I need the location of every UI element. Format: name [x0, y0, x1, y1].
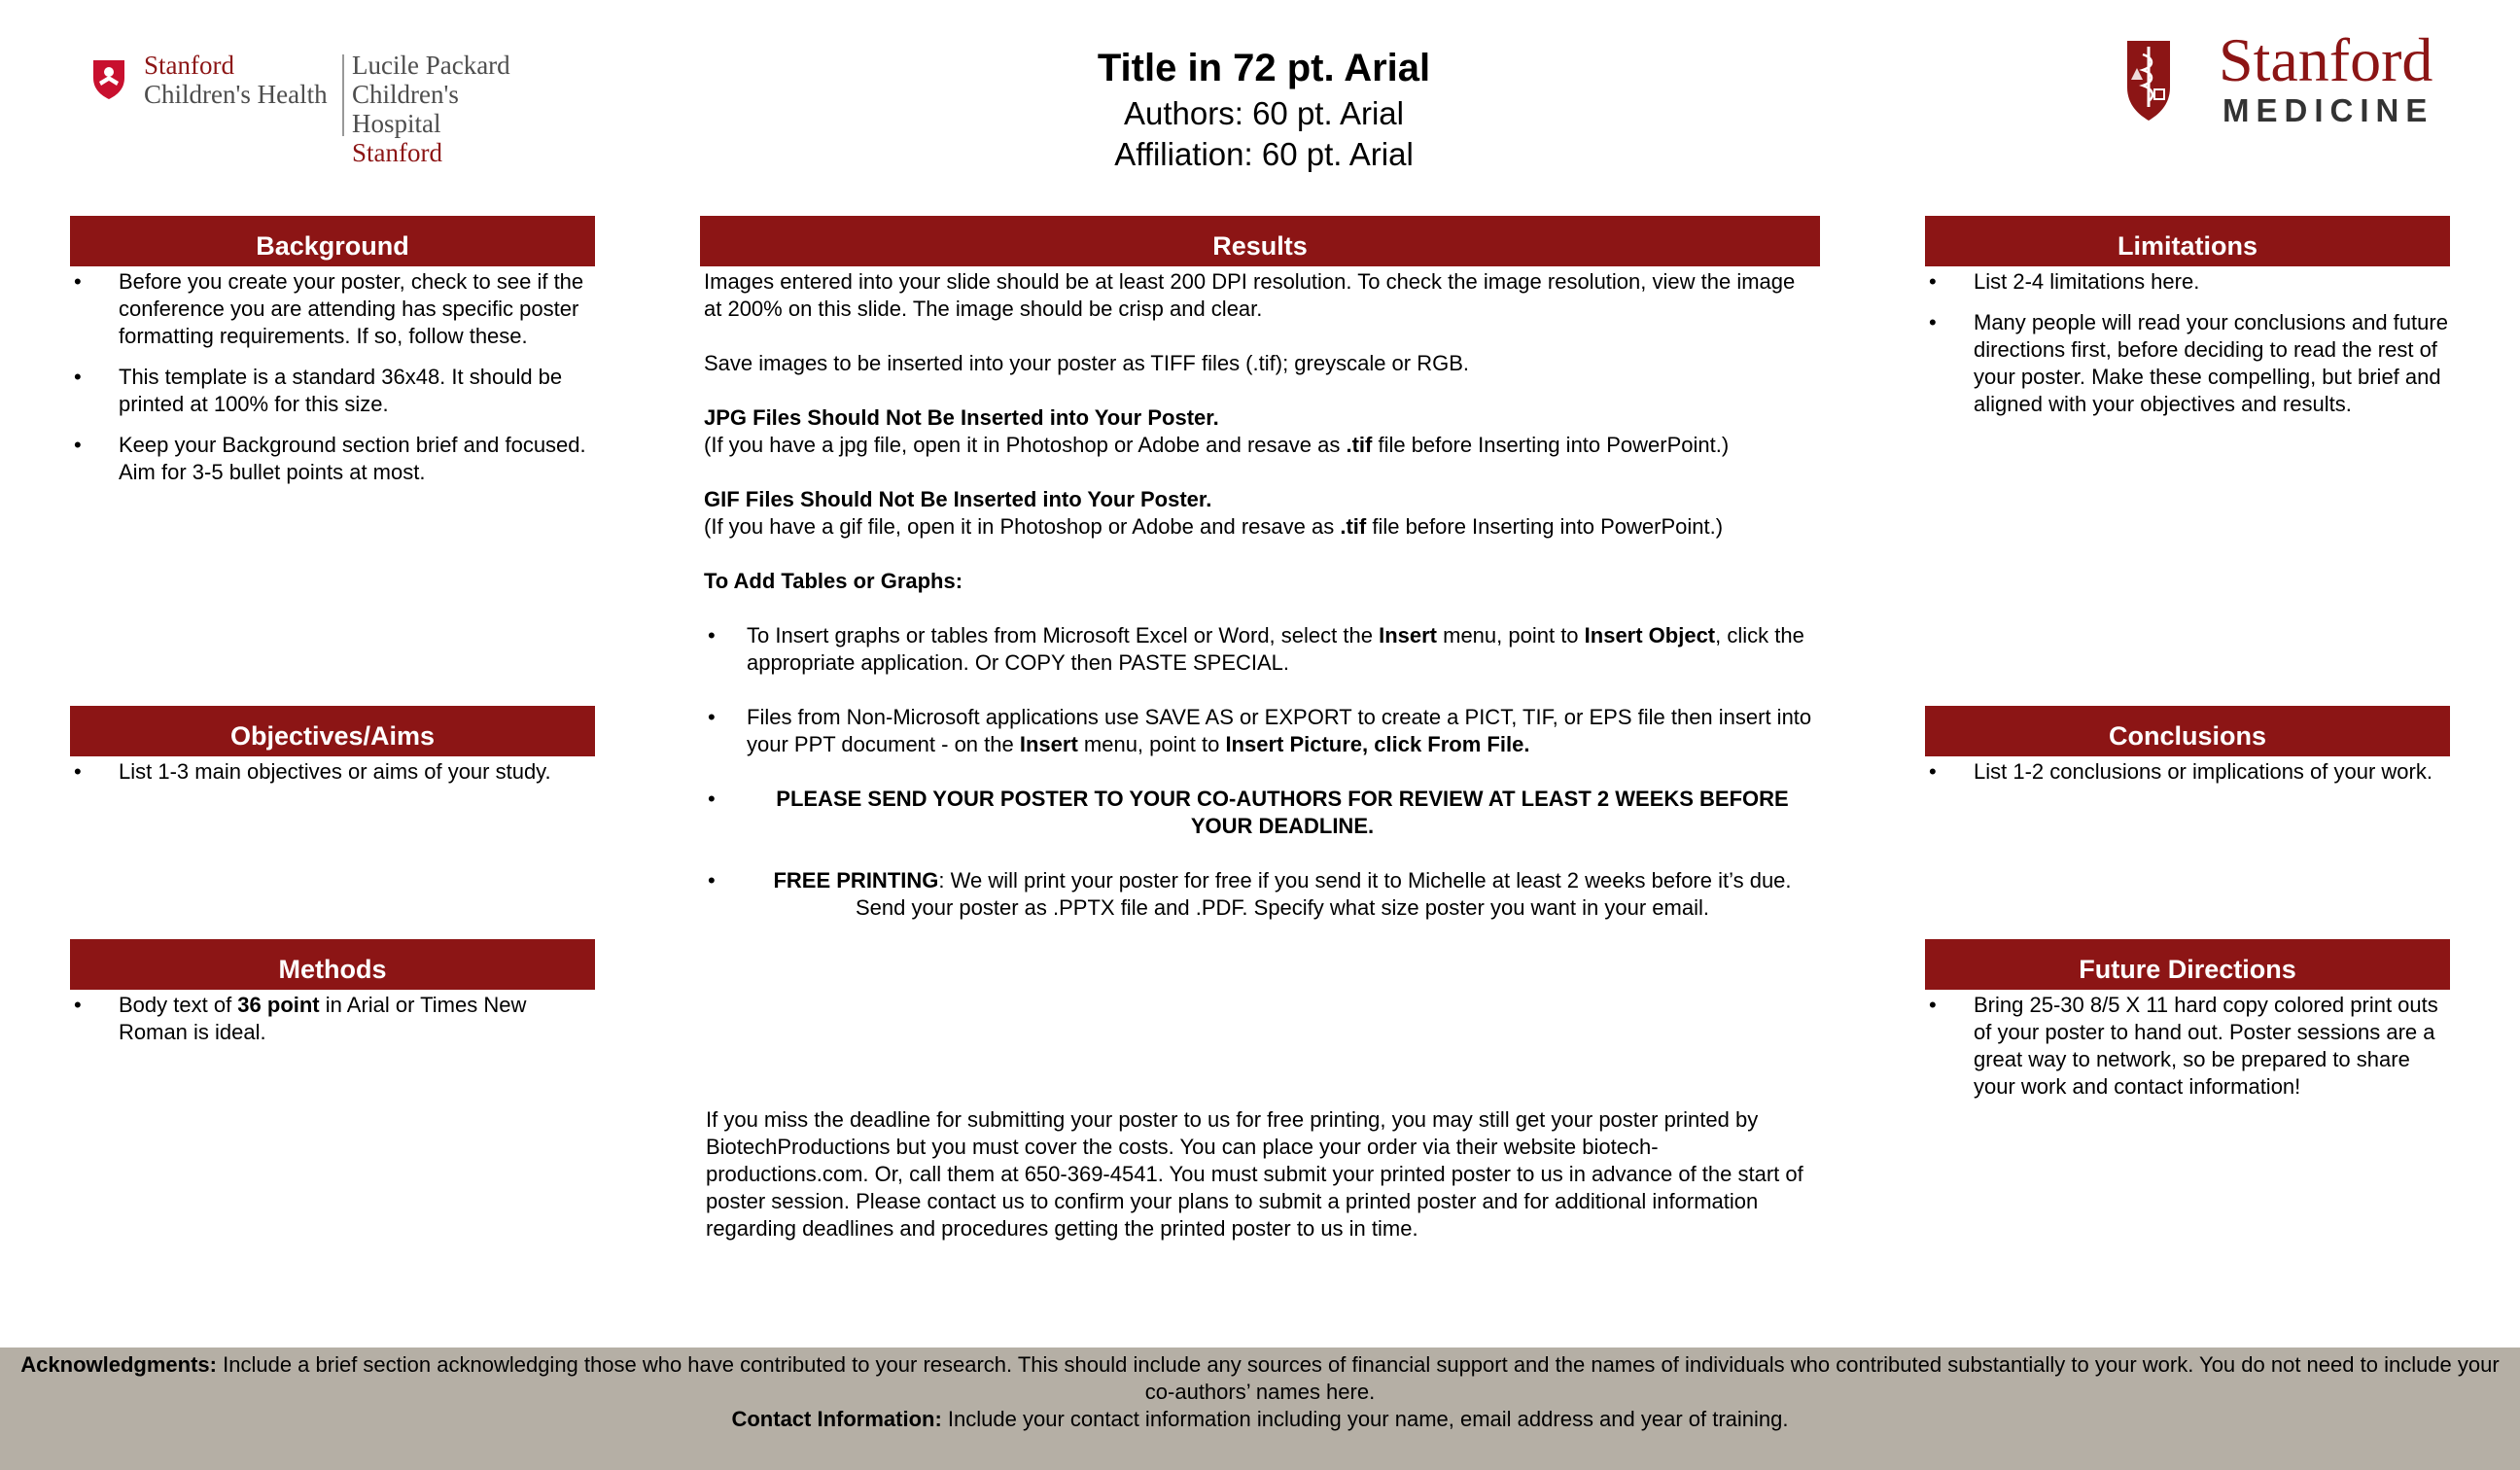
logo-divider: [342, 54, 344, 136]
conclusions-heading: Conclusions: [1925, 706, 2450, 756]
lpch-logo: [86, 51, 552, 167]
background-bullet: • This template is a standard 36x48. It should be printed at 100% for this size.: [70, 364, 595, 418]
stanford-wordmark: Stanford: [2219, 25, 2433, 94]
future-directions-body: [1925, 992, 2450, 1114]
footer-band: [0, 1348, 2520, 1470]
lpch-left-line1: Stanford: [144, 51, 234, 80]
results-bullet: • PLEASE SEND YOUR POSTER TO YOUR CO-AUTHORS FOR REVIEW AT LEAST 2 WEEKS BEFORE YOUR DEADLINE.: [704, 786, 1818, 840]
background-bullet: • Before you create your poster, check to see if the conference you are attending has specific poster formatting requirements. If so, follow these.: [70, 268, 595, 350]
background-heading: Background: [70, 216, 595, 266]
results-paragraph: Save images to be inserted into your poster as TIFF files (.tif); greyscale or RGB.: [704, 351, 1470, 375]
limitations-bullet: • Many people will read your conclusions and future directions first, before deciding to read the rest of your poster. Make these compelling, but brief and aligned with your objectives and results.: [1925, 309, 2450, 418]
objectives-bullet: • List 1-3 main objectives or aims of your study.: [70, 758, 595, 786]
lpch-left-line2: Children's Health: [144, 80, 328, 109]
lpch-right-line2: Children's Hospital: [352, 80, 459, 138]
background-bullet: • Keep your Background section brief and focused. Aim for 3-5 bullet points at most.: [70, 432, 595, 486]
gif-note: GIF Files Should Not Be Inserted into Your Poster. (If you have a gif file, open it in Photoshop or Adobe and resave as .tif file before Inserting into PowerPoint.): [704, 487, 1724, 539]
limitations-heading: Limitations: [1925, 216, 2450, 266]
results-bullet: • FREE PRINTING: We will print your poster for free if you send it to Michelle at least 2 weeks before it’s due. Send your poster as .PPTX file and .PDF. Specify what size poster you want in your email.: [704, 867, 1818, 922]
limitations-body: [1925, 268, 2450, 432]
objectives-heading: Objectives/Aims: [70, 706, 595, 756]
poster-authors: Authors: 60 pt. Arial: [1124, 95, 1404, 131]
deadline-paragraph: If you miss the deadline for submitting your poster to us for free printing, you may still get your poster printed by BiotechProductions but you must cover the costs. You can place your order via their website biotech-productions.com. Or, call them at 650-369-4541. You must submit your printed poster to us in advance of the start of poster session. Please contact us to confirm your plans to submit a printed poster and for additional information regarding deadlines and procedures getting the printed poster to us in time.: [706, 1107, 1803, 1241]
lpch-right-line3: Stanford: [352, 138, 442, 167]
lpch-right-line1: Lucile Packard: [352, 51, 510, 80]
stanford-childrens-shield-icon: [89, 56, 128, 101]
results-bullet: • To Insert graphs or tables from Microsoft Excel or Word, select the Insert menu, point to Insert Object, click the appropriate application. Or COPY then PASTE SPECIAL.: [704, 622, 1818, 677]
conclusions-bullet: • List 1-2 conclusions or implications of your work.: [1925, 758, 2450, 786]
background-body: [70, 268, 595, 500]
poster-title: Title in 72 pt. Arial: [1097, 47, 1431, 89]
medicine-wordmark: MEDICINE: [2222, 92, 2434, 128]
results-body: [704, 268, 1818, 949]
poster-affiliation: Affiliation: 60 pt. Arial: [1114, 136, 1414, 172]
results-heading: Results: [700, 216, 1820, 266]
methods-heading: Methods: [70, 939, 595, 990]
poster-header: [875, 43, 1653, 175]
contact-information: Contact Information: Include your contact information including your name, email address and year of training.: [731, 1407, 1789, 1431]
future-directions-heading: Future Directions: [1925, 939, 2450, 990]
jpg-note: JPG Files Should Not Be Inserted into Your Poster. (If you have a jpg file, open it in Photoshop or Adobe and resave as .tif file before Inserting into PowerPoint.): [704, 405, 1730, 457]
limitations-bullet: • List 2-4 limitations here.: [1925, 268, 2450, 296]
tables-heading: To Add Tables or Graphs:: [704, 569, 963, 593]
results-bullet: • Files from Non-Microsoft applications use SAVE AS or EXPORT to create a PICT, TIF, or EPS file then insert into your PPT document - on the Insert menu, point to Insert Picture, click From File.: [704, 704, 1818, 758]
stanford-medicine-shield-icon: [2125, 39, 2172, 122]
methods-body: [70, 992, 595, 1060]
acknowledgments: Acknowledgments: Include a brief section acknowledging those who have contributed to your research. This should include any sources of financial support and the names of individuals who contributed substantially to your work. You do not need to include your co-authors’ names here.: [20, 1352, 2500, 1404]
results-paragraph: Images entered into your slide should be at least 200 DPI resolution. To check the image resolution, view the image at 200% on this slide. The image should be crisp and clear.: [704, 269, 1796, 321]
conclusions-body: [1925, 758, 2450, 799]
methods-bullet: • Body text of 36 point in Arial or Times New Roman is ideal.: [70, 992, 595, 1046]
objectives-body: [70, 758, 595, 799]
stanford-medicine-logo: [2125, 25, 2456, 132]
future-directions-bullet: • Bring 25-30 8/5 X 11 hard copy colored print outs of your poster to hand out. Poster sessions are a great way to network, so be prepared to share your work and contact information!: [1925, 992, 2450, 1101]
